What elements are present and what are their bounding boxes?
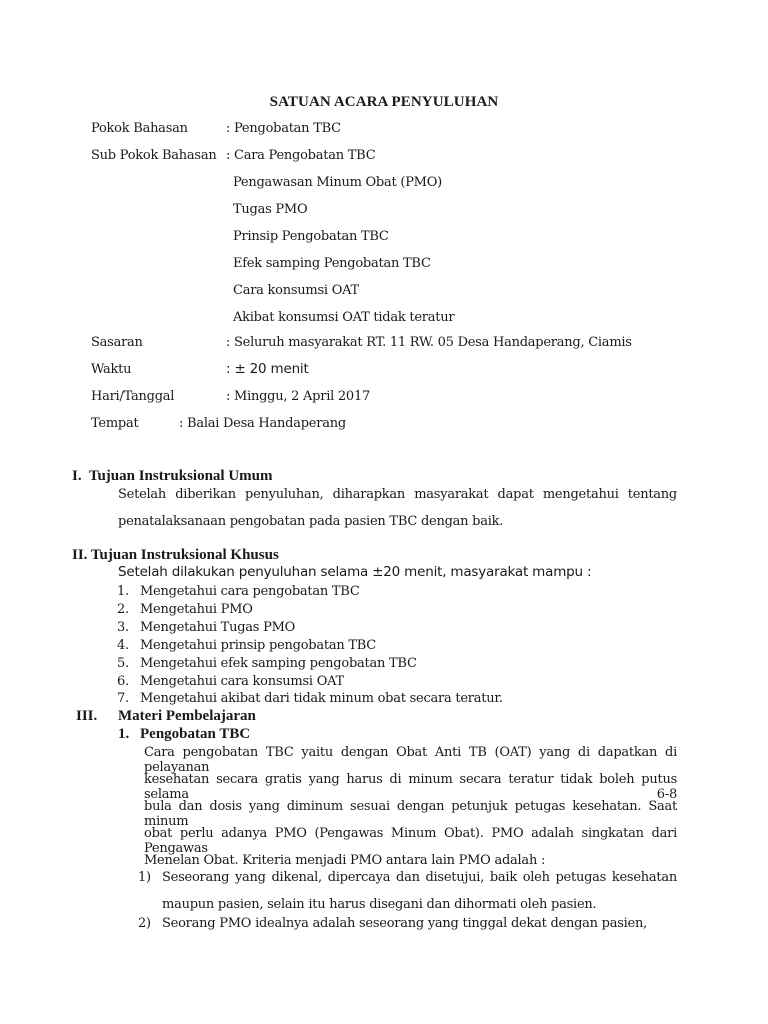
sub-pokok-item: Prinsip Pengobatan TBC — [233, 229, 389, 244]
sub-pokok-item: Efek samping Pengobatan TBC — [233, 256, 431, 271]
subsection-number: 1. — [118, 726, 130, 742]
list-item-number: 7. — [117, 691, 129, 706]
list-item: Mengetahui cara pengobatan TBC — [140, 584, 360, 599]
sub-pokok-item: Akibat konsumsi OAT tidak teratur — [233, 310, 455, 325]
list-item: Mengetahui akibat dari tidak minum obat secara teratur. — [140, 691, 503, 706]
paragraph-line: obat perlu adanya PMO (Pengawas Minum Obat). PMO adalah singkatan dari Pengawas — [144, 826, 677, 856]
section-1-line: Setelah diberikan penyuluhan, diharapkan masyarakat dapat mengetahui tentang — [118, 487, 677, 502]
list-item: Mengetahui cara konsumsi OAT — [140, 674, 344, 689]
list-item: Mengetahui efek samping pengobatan TBC — [140, 656, 417, 671]
sub-pokok-item: Tugas PMO — [233, 202, 308, 217]
waktu-value: : ± 20 menit — [226, 361, 309, 377]
hari-tanggal-label: Hari/Tanggal — [91, 389, 175, 404]
section-3-heading: Materi Pembelajaran — [118, 708, 256, 724]
paragraph-line: Menelan Obat. Kriteria menjadi PMO antara lain PMO adalah : — [144, 853, 546, 868]
sub-pokok-bahasan-label: Sub Pokok Bahasan — [91, 148, 217, 163]
section-1-heading: I. Tujuan Instruksional Umum — [72, 468, 273, 484]
criteria-line: Seseorang yang dikenal, dipercaya dan disetujui, baik oleh petugas kesehatan — [162, 870, 677, 885]
hari-tanggal-value: : Minggu, 2 April 2017 — [226, 389, 370, 404]
waktu-label: Waktu — [91, 362, 132, 377]
section-1-line: penatalaksanaan pengobatan pada pasien TBC dengan baik. — [118, 514, 504, 529]
tempat-value: : Balai Desa Handaperang — [179, 416, 346, 431]
list-item: Mengetahui Tugas PMO — [140, 620, 296, 635]
paragraph-line: kesehatan secara gratis yang harus di minum secara teratur tidak boleh putus selama 6-8 — [144, 772, 677, 802]
paragraph-line: Cara pengobatan TBC yaitu dengan Obat Anti TB (OAT) yang di dapatkan di pelayanan — [144, 745, 677, 775]
list-item-number: 2. — [117, 602, 129, 617]
list-item: Mengetahui PMO — [140, 602, 253, 617]
sub-pokok-item: : Cara Pengobatan TBC — [226, 148, 376, 163]
document-title: SATUAN ACARA PENYULUHAN — [269, 94, 499, 110]
list-item-number: 3. — [117, 620, 129, 635]
list-item: Mengetahui prinsip pengobatan TBC — [140, 638, 377, 653]
paragraph-line: bula dan dosis yang diminum sesuai dengan petunjuk petugas kesehatan. Saat minum — [144, 799, 677, 829]
section-3-roman: III. — [76, 708, 98, 724]
list-item-number: 6. — [117, 674, 129, 689]
criteria-number: 2) — [138, 916, 151, 931]
sasaran-label: Sasaran — [91, 335, 143, 350]
criteria-line: Seorang PMO idealnya adalah seseorang yang tinggal dekat dengan pasien, — [162, 916, 648, 931]
list-item-number: 1. — [117, 584, 129, 599]
pokok-bahasan-value: : Pengobatan TBC — [226, 121, 341, 136]
tempat-label: Tempat — [91, 416, 139, 431]
section-2-heading: II. Tujuan Instruksional Khusus — [72, 547, 279, 563]
sub-pokok-item: Pengawasan Minum Obat (PMO) — [233, 175, 442, 190]
pokok-bahasan-label: Pokok Bahasan — [91, 121, 188, 136]
sasaran-value: : Seluruh masyarakat RT. 11 RW. 05 Desa Handaperang, Ciamis — [226, 335, 632, 350]
criteria-number: 1) — [138, 870, 151, 885]
list-item-number: 4. — [117, 638, 129, 653]
subsection-heading: Pengobatan TBC — [140, 726, 251, 742]
list-item-number: 5. — [117, 656, 129, 671]
criteria-line: maupun pasien, selain itu harus disegani dan dihormati oleh pasien. — [162, 897, 597, 912]
sub-pokok-item: Cara konsumsi OAT — [233, 283, 359, 298]
section-2-intro: Setelah dilakukan penyuluhan selama ±20 menit, masyarakat mampu : — [118, 564, 592, 580]
